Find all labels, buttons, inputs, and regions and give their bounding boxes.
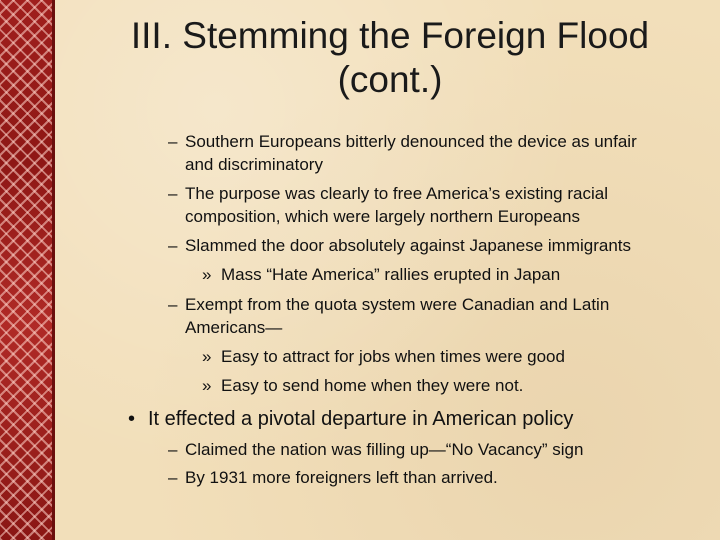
- sub-bullet-marker: »: [202, 265, 212, 284]
- bullet-text: Claimed the nation was filling up—“No Vacancy” sign: [185, 440, 584, 459]
- bullet-text-continued: Americans—: [185, 318, 283, 337]
- bullet-text: Exempt from the quota system were Canadian and Latin: [185, 295, 610, 314]
- bullet-marker: –: [168, 295, 178, 314]
- sub-bullet-text: Mass “Hate America” rallies erupted in Japan: [221, 265, 561, 284]
- bullet-text: By 1931 more foreigners left than arrived.: [185, 468, 498, 487]
- title-line-1: III. Stemming the Foreign Flood: [130, 15, 650, 56]
- bullet-text: Slammed the door absolutely against Japanese immigrants: [185, 236, 632, 255]
- sub-bullet-text: Easy to send home when they were not.: [221, 376, 524, 395]
- bullet-marker: –: [168, 440, 178, 459]
- bullet-marker: –: [168, 132, 178, 151]
- bullet-text: Southern Europeans bitterly denounced the device as unfair: [185, 132, 637, 151]
- sub-bullet-marker: »: [202, 347, 212, 366]
- bullet-marker: –: [168, 236, 178, 255]
- bullet-text: The purpose was clearly to free America’s existing racial: [185, 184, 608, 203]
- sub-bullet-text: Easy to attract for jobs when times were good: [221, 347, 565, 366]
- bullet-marker: –: [168, 468, 178, 487]
- bullet-marker: –: [168, 184, 178, 203]
- sub-bullet-marker: »: [202, 376, 212, 395]
- main-bullet-text: It effected a pivotal departure in American policy: [148, 408, 574, 430]
- main-bullet-marker: •: [128, 408, 136, 430]
- bullet-text-continued: and discriminatory: [185, 155, 323, 174]
- title-line-2: (cont.): [337, 59, 443, 100]
- bullet-text-continued: composition, which were largely northern Europeans: [185, 207, 580, 226]
